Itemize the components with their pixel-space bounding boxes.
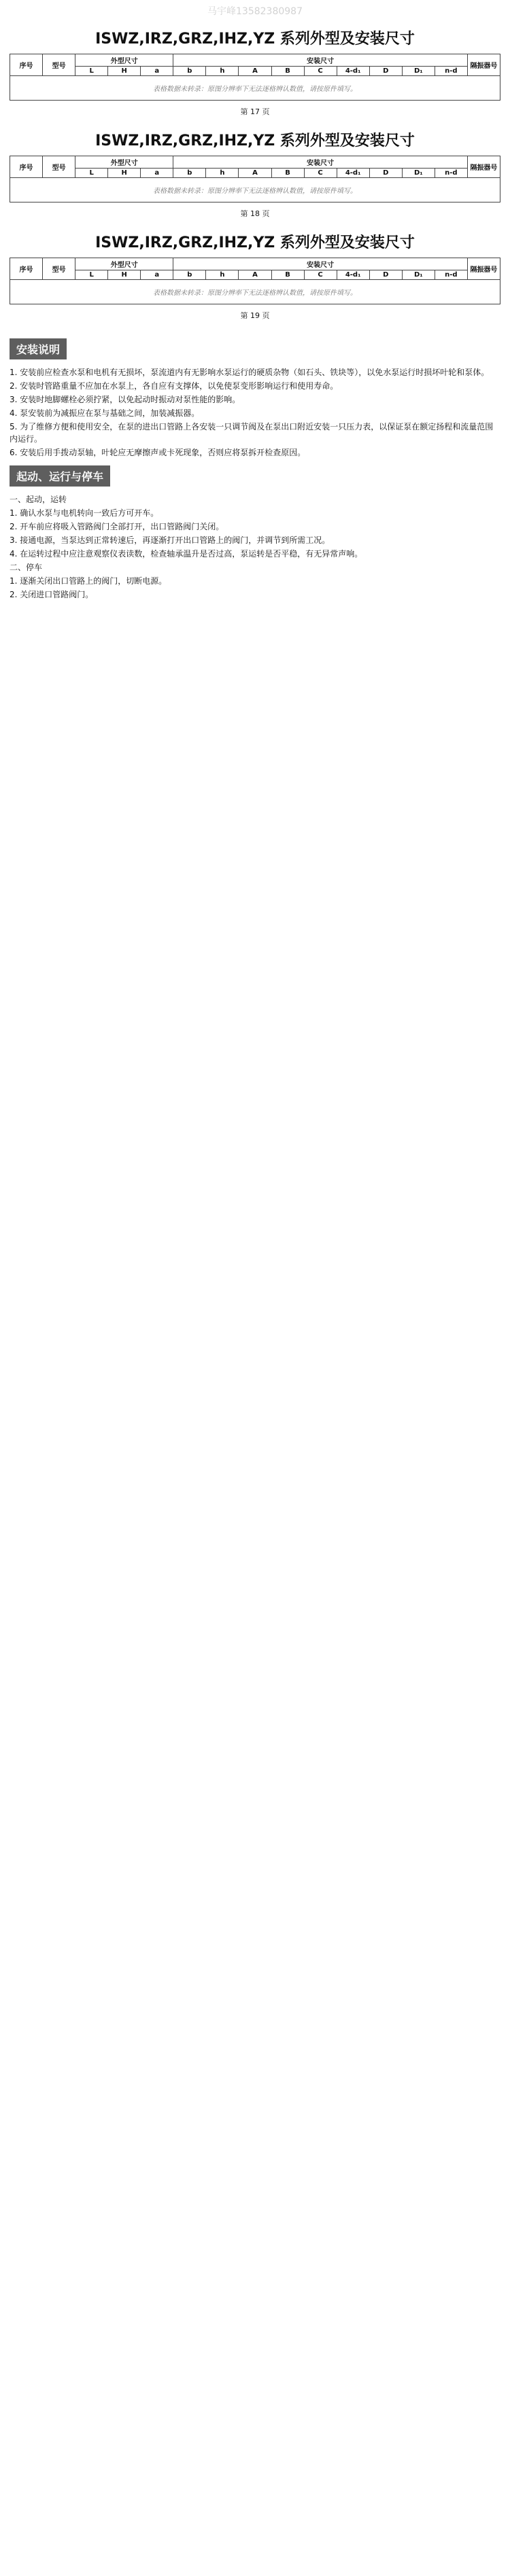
header-seq: 序号 bbox=[10, 54, 43, 76]
header-b: b bbox=[173, 169, 206, 178]
install-notes-title: 安装说明 bbox=[10, 338, 67, 359]
page-footer-2: 第 18 页 bbox=[240, 209, 270, 218]
header-D1: D₁ bbox=[402, 67, 435, 76]
header-D: D bbox=[369, 270, 402, 280]
install-note-6: 6. 安装后用手拨动泵轴，叶轮应无摩擦声或卡死现象，否则应将泵拆开检查原因。 bbox=[10, 448, 306, 457]
header-A: A bbox=[239, 67, 271, 76]
install-note-2: 2. 安装时管路重量不应加在水泵上，各自应有支撑体，以免使泵变形影响运行和使用寿命。 bbox=[10, 381, 339, 391]
header-L: L bbox=[75, 270, 108, 280]
header-h: h bbox=[206, 169, 239, 178]
header-install-size: 安装尺寸 bbox=[173, 54, 468, 67]
spec-table-2 bbox=[10, 156, 500, 202]
install-note-3: 3. 安装时地脚螺栓必须拧紧，以免起动时振动对泵性能的影响。 bbox=[10, 395, 241, 404]
operation-notes-title: 起动、运行与停车 bbox=[10, 465, 110, 487]
header-install-size: 安装尺寸 bbox=[173, 258, 468, 270]
header-H: H bbox=[108, 270, 141, 280]
header-model: 型号 bbox=[43, 258, 75, 280]
watermark-top: 马宇峰13582380987 bbox=[207, 6, 303, 17]
header-pad: 隔振器号 bbox=[467, 258, 500, 280]
header-outer-size: 外型尺寸 bbox=[75, 156, 173, 169]
header-hole: 4-d₁ bbox=[337, 67, 369, 76]
header-D1: D₁ bbox=[402, 169, 435, 178]
page-footer-3: 第 19 页 bbox=[240, 311, 270, 320]
header-H: H bbox=[108, 67, 141, 76]
header-h: h bbox=[206, 270, 239, 280]
install-note-1: 1. 安装前应检查水泵和电机有无损坏，泵流道内有无影响水泵运行的硬质杂物（如石头、铁块等），以免水泵运行时损坏叶轮和泵体。 bbox=[10, 368, 490, 377]
header-b: b bbox=[173, 270, 206, 280]
header-hole: 4-d₁ bbox=[337, 169, 369, 178]
header-C: C bbox=[304, 169, 337, 178]
header-a: a bbox=[141, 67, 173, 76]
install-notes bbox=[10, 333, 500, 459]
install-note-4: 4. 泵安装前为减振应在泵与基础之间，加装减振器。 bbox=[10, 408, 200, 418]
header-B: B bbox=[271, 270, 304, 280]
header-a: a bbox=[141, 270, 173, 280]
spec-table-3 bbox=[10, 258, 500, 304]
stop-item-2: 2. 关闭进口管路阀门。 bbox=[10, 590, 94, 599]
header-bolt: n-d bbox=[435, 270, 467, 280]
header-h: h bbox=[206, 67, 239, 76]
header-C: C bbox=[304, 270, 337, 280]
operation-notes bbox=[10, 460, 500, 601]
stop-item-1: 1. 逐渐关闭出口管路上的阀门，切断电源。 bbox=[10, 576, 167, 586]
header-model: 型号 bbox=[43, 156, 75, 178]
header-L: L bbox=[75, 169, 108, 178]
spec-table-1 bbox=[10, 54, 500, 101]
table-placeholder-1: 表格数据未转录：原图分辨率下无法逐格辨认数值，请按原件填写。 bbox=[10, 76, 500, 101]
header-seq: 序号 bbox=[10, 258, 43, 280]
start-item-2: 2. 开车前应将吸入管路阀门全部打开，出口管路阀门关闭。 bbox=[10, 522, 224, 531]
header-outer-size: 外型尺寸 bbox=[75, 54, 173, 67]
header-L: L bbox=[75, 67, 108, 76]
table-title-2: ISWZ,IRZ,GRZ,IHZ,YZ 系列外型及安装尺寸 bbox=[95, 133, 415, 149]
header-outer-size: 外型尺寸 bbox=[75, 258, 173, 270]
header-D1: D₁ bbox=[402, 270, 435, 280]
page-footer-1: 第 17 页 bbox=[240, 107, 270, 116]
header-C: C bbox=[304, 67, 337, 76]
header-pad: 隔振器号 bbox=[467, 156, 500, 178]
header-B: B bbox=[271, 169, 304, 178]
header-H: H bbox=[108, 169, 141, 178]
install-note-5: 5. 为了维修方便和使用安全，在泵的进出口管路上各安装一只调节阀及在泵出口附近安装一只压力表，以保证泵在额定扬程和流量范围内运行。 bbox=[10, 422, 494, 444]
table-title-3: ISWZ,IRZ,GRZ,IHZ,YZ 系列外型及安装尺寸 bbox=[95, 234, 415, 251]
header-a: a bbox=[141, 169, 173, 178]
header-seq: 序号 bbox=[10, 156, 43, 178]
start-item-1: 1. 确认水泵与电机转向一致后方可开车。 bbox=[10, 508, 159, 518]
start-title: 一、起动，运转 bbox=[10, 495, 67, 504]
header-bolt: n-d bbox=[435, 67, 467, 76]
header-hole: 4-d₁ bbox=[337, 270, 369, 280]
start-item-3: 3. 接通电源，当泵达到正常转速后，再逐渐打开出口管路上的阀门，并调节到所需工况。 bbox=[10, 535, 330, 545]
start-item-4: 4. 在运转过程中应注意观察仪表读数，检查轴承温升是否过高，泵运转是否平稳，有无异常声响。 bbox=[10, 549, 363, 559]
table-title-1: ISWZ,IRZ,GRZ,IHZ,YZ 系列外型及安装尺寸 bbox=[95, 31, 415, 48]
header-bolt: n-d bbox=[435, 169, 467, 178]
header-D: D bbox=[369, 169, 402, 178]
header-pad: 隔振器号 bbox=[467, 54, 500, 76]
table-placeholder-2: 表格数据未转录：原图分辨率下无法逐格辨认数值，请按原件填写。 bbox=[10, 178, 500, 202]
header-A: A bbox=[239, 270, 271, 280]
stop-title: 二、停车 bbox=[10, 563, 43, 572]
header-model: 型号 bbox=[43, 54, 75, 76]
header-A: A bbox=[239, 169, 271, 178]
header-B: B bbox=[271, 67, 304, 76]
header-install-size: 安装尺寸 bbox=[173, 156, 468, 169]
header-D: D bbox=[369, 67, 402, 76]
table-placeholder-3: 表格数据未转录：原图分辨率下无法逐格辨认数值，请按原件填写。 bbox=[10, 280, 500, 304]
header-b: b bbox=[173, 67, 206, 76]
